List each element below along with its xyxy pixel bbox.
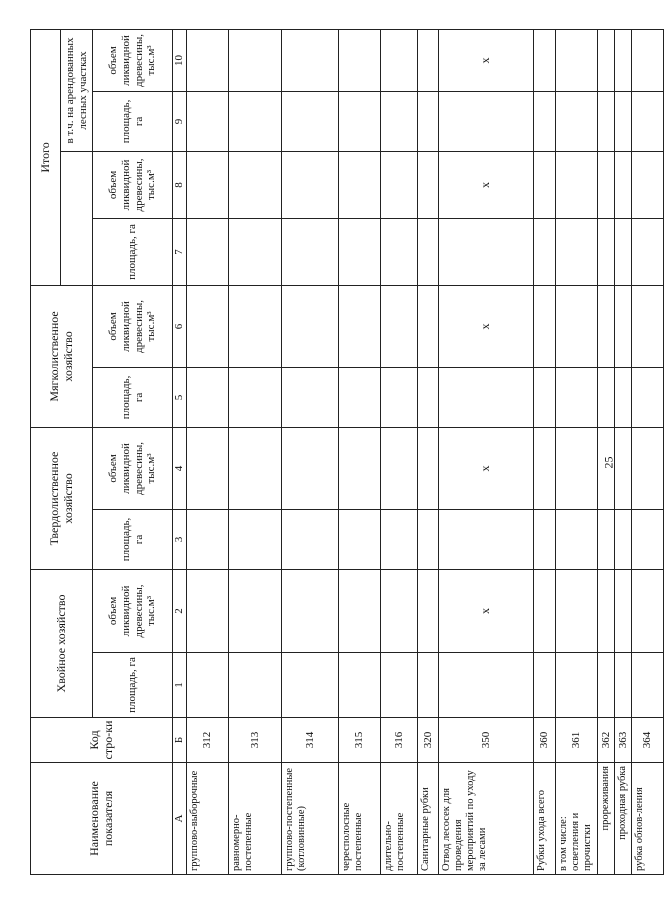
volume-header: объем ликвидной древесины, тыс.м³: [93, 151, 173, 218]
value-cell: [282, 151, 339, 218]
group-header-total: Итого: [31, 29, 61, 285]
row-code: 363: [615, 718, 632, 763]
value-cell: [534, 218, 556, 285]
total-blank-cell: [61, 151, 93, 285]
value-cell: [187, 653, 229, 718]
area-header: площадь, га: [93, 218, 173, 285]
value-cell: [556, 285, 598, 367]
value-cell: [439, 509, 534, 569]
value-cell: [282, 653, 339, 718]
value-cell: [339, 151, 381, 218]
value-cell: [632, 285, 664, 367]
row-name: проходная рубка: [615, 763, 632, 875]
row-code: 315: [339, 718, 381, 763]
row-name: Рубки ухода всего: [534, 763, 556, 875]
column-number: Б: [173, 718, 187, 763]
value-cell: [632, 151, 664, 218]
column-number-row: [173, 29, 187, 874]
indicator-header: Наименование показателя: [31, 763, 173, 875]
value-cell: [534, 427, 556, 509]
value-cell: [556, 151, 598, 218]
row-code: 350: [439, 718, 534, 763]
row-code: 316: [381, 718, 418, 763]
column-number: 4: [173, 427, 187, 509]
table-row: [381, 29, 418, 874]
value-cell: [598, 285, 615, 367]
value-cell: [282, 29, 339, 91]
value-cell: [381, 427, 418, 509]
value-cell: [534, 653, 556, 718]
table-row: [598, 29, 615, 874]
row-code: 364: [632, 718, 664, 763]
value-cell: [615, 569, 632, 652]
column-number: 10: [173, 29, 187, 91]
data-rows: [187, 29, 664, 874]
value-cell: [598, 91, 615, 151]
row-code: 362: [598, 718, 615, 763]
value-cell: [187, 218, 229, 285]
row-code: 320: [418, 718, 439, 763]
column-number: 7: [173, 218, 187, 285]
statistics-table: [30, 29, 664, 875]
value-cell: [598, 569, 615, 652]
row-code: 361: [556, 718, 598, 763]
row-code: 314: [282, 718, 339, 763]
value-cell: [615, 427, 632, 509]
row-name: Отвод лесосек для проведения мероприятий по уходу за лесами: [439, 763, 534, 875]
column-number: 3: [173, 509, 187, 569]
row-name: прореживания: [598, 763, 615, 875]
value-cell: [229, 91, 282, 151]
volume-header: объем ликвидной древесины, тыс.м³: [93, 427, 173, 509]
value-cell: [187, 91, 229, 151]
table-row: [439, 29, 534, 874]
area-header: площадь, га: [93, 367, 173, 427]
value-cell: [229, 29, 282, 91]
group-header-softwood: Мягколиственное хозяйство: [31, 285, 93, 427]
value-cell: [556, 509, 598, 569]
value-cell: [615, 509, 632, 569]
value-cell: [534, 151, 556, 218]
value-cell: [418, 509, 439, 569]
value-cell: [339, 653, 381, 718]
column-number: А: [173, 763, 187, 875]
table-row: [229, 29, 282, 874]
value-cell: [556, 653, 598, 718]
value-cell: [282, 367, 339, 427]
value-cell: [534, 569, 556, 652]
row-name: в том числе: осветления и прочистки: [556, 763, 598, 875]
value-cell: [381, 653, 418, 718]
value-cell: [534, 367, 556, 427]
value-cell: [187, 367, 229, 427]
value-cell: [229, 569, 282, 652]
value-cell: [187, 427, 229, 509]
row-name: рубка обнов-ления: [632, 763, 664, 875]
value-cell: [418, 218, 439, 285]
value-cell: [439, 653, 534, 718]
value-cell: [632, 653, 664, 718]
row-name: группово-постепенные (котловинные): [282, 763, 339, 875]
row-code: 312: [187, 718, 229, 763]
table-row: [282, 29, 339, 874]
page-number: 25: [601, 456, 616, 469]
value-cell: [418, 427, 439, 509]
value-cell: [418, 29, 439, 91]
value-cell: [439, 91, 534, 151]
value-cell: [556, 218, 598, 285]
value-cell: [381, 218, 418, 285]
not-applicable-mark: х: [439, 569, 534, 652]
value-cell: [229, 151, 282, 218]
value-cell: [598, 218, 615, 285]
value-cell: [598, 653, 615, 718]
value-cell: [556, 29, 598, 91]
value-cell: [282, 285, 339, 367]
row-name: группово-выборочные: [187, 763, 229, 875]
value-cell: [598, 367, 615, 427]
value-cell: [598, 509, 615, 569]
column-number: 6: [173, 285, 187, 367]
row-name: чересполосные постепенные: [339, 763, 381, 875]
table-row: [339, 29, 381, 874]
value-cell: [598, 29, 615, 91]
value-cell: [615, 29, 632, 91]
value-cell: [282, 218, 339, 285]
value-cell: [339, 91, 381, 151]
value-cell: [187, 569, 229, 652]
table-row: [418, 29, 439, 874]
value-cell: [556, 91, 598, 151]
value-cell: [381, 91, 418, 151]
column-number: 5: [173, 367, 187, 427]
value-cell: [418, 285, 439, 367]
value-cell: [229, 367, 282, 427]
value-cell: [339, 509, 381, 569]
volume-header: объем ликвидной древесины, тыс.м³: [93, 285, 173, 367]
not-applicable-mark: х: [439, 285, 534, 367]
header-row-groups: [31, 29, 61, 874]
value-cell: [632, 29, 664, 91]
value-cell: [381, 151, 418, 218]
value-cell: [187, 509, 229, 569]
value-cell: [282, 427, 339, 509]
group-header-conifer: Хвойное хозяйство: [31, 569, 93, 717]
area-header: площадь, га: [93, 91, 173, 151]
group-header-hardwood: Твердолиственное хозяйство: [31, 427, 93, 569]
table-row: [187, 29, 229, 874]
value-cell: [418, 653, 439, 718]
value-cell: [632, 509, 664, 569]
value-cell: [187, 151, 229, 218]
value-cell: [556, 569, 598, 652]
value-cell: [534, 29, 556, 91]
value-cell: [282, 569, 339, 652]
column-number: 9: [173, 91, 187, 151]
value-cell: [615, 653, 632, 718]
value-cell: [556, 367, 598, 427]
row-code: 360: [534, 718, 556, 763]
volume-header: объем ликвидной древесины, тыс.м³: [93, 29, 173, 91]
value-cell: [534, 91, 556, 151]
value-cell: [339, 569, 381, 652]
column-number: 2: [173, 569, 187, 652]
value-cell: [339, 285, 381, 367]
value-cell: [418, 151, 439, 218]
value-cell: [632, 427, 664, 509]
table-row: [556, 29, 598, 874]
value-cell: [534, 509, 556, 569]
not-applicable-mark: х: [439, 29, 534, 91]
value-cell: [381, 367, 418, 427]
value-cell: [556, 427, 598, 509]
value-cell: [187, 29, 229, 91]
table-row: [632, 29, 664, 874]
value-cell: [534, 285, 556, 367]
value-cell: [282, 509, 339, 569]
table-row: [534, 29, 556, 874]
value-cell: [439, 367, 534, 427]
value-cell: [418, 569, 439, 652]
value-cell: [615, 151, 632, 218]
value-cell: [418, 367, 439, 427]
row-name: Санитарные рубки: [418, 763, 439, 875]
value-cell: [339, 367, 381, 427]
column-number: 8: [173, 151, 187, 218]
not-applicable-mark: х: [439, 427, 534, 509]
value-cell: [339, 427, 381, 509]
code-header: Код стро-ки: [31, 718, 173, 763]
value-cell: [615, 218, 632, 285]
value-cell: [229, 427, 282, 509]
value-cell: [229, 285, 282, 367]
area-header: площадь, га: [93, 509, 173, 569]
row-name: равномерно-постепенные: [229, 763, 282, 875]
value-cell: [187, 285, 229, 367]
value-cell: [229, 653, 282, 718]
value-cell: [439, 218, 534, 285]
value-cell: [339, 29, 381, 91]
value-cell: [632, 218, 664, 285]
value-cell: [615, 91, 632, 151]
value-cell: [381, 509, 418, 569]
value-cell: [229, 218, 282, 285]
value-cell: [381, 569, 418, 652]
table-row: [615, 29, 632, 874]
area-header: площадь, га: [93, 653, 173, 718]
column-number: 1: [173, 653, 187, 718]
value-cell: [381, 285, 418, 367]
leased-header: в т.ч. на арендованных лесных участках: [61, 29, 93, 151]
value-cell: [418, 91, 439, 151]
volume-header: объем ликвидной древесины, тыс.м³: [93, 569, 173, 652]
value-cell: [339, 218, 381, 285]
value-cell: [598, 151, 615, 218]
value-cell: [632, 91, 664, 151]
value-cell: [615, 285, 632, 367]
value-cell: [381, 29, 418, 91]
row-name: длительно-постепенные: [381, 763, 418, 875]
value-cell: [632, 569, 664, 652]
value-cell: [615, 367, 632, 427]
value-cell: [229, 509, 282, 569]
not-applicable-mark: х: [439, 151, 534, 218]
value-cell: [282, 91, 339, 151]
row-code: 313: [229, 718, 282, 763]
value-cell: [632, 367, 664, 427]
rotated-table-container: [30, 30, 654, 875]
